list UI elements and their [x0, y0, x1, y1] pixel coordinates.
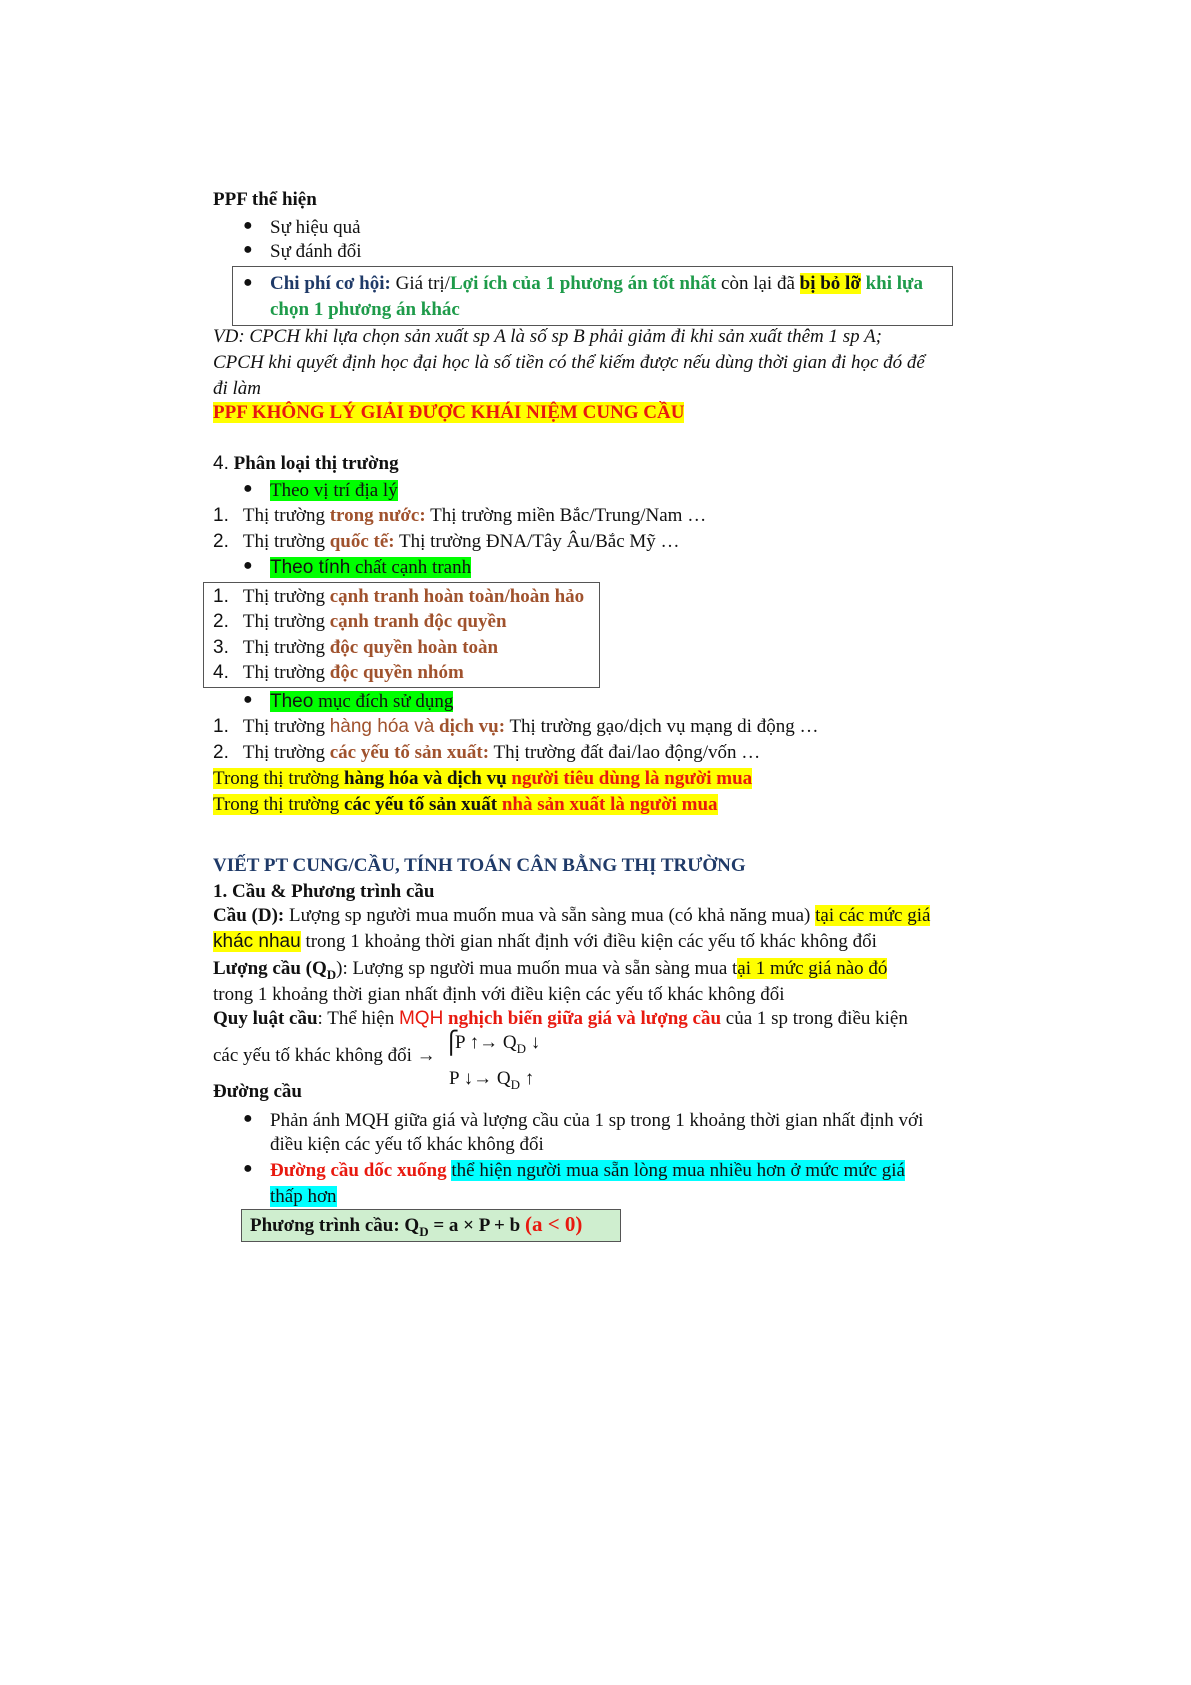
- opportunity-cost-benefit: Lợi ích của 1 phương án tốt nhất: [449, 273, 717, 294]
- demand-highlight: tại các mức giá: [815, 905, 931, 926]
- item-number: 1.: [213, 716, 229, 737]
- location-item-1: [213, 503, 706, 529]
- market-heading: [213, 451, 399, 477]
- law-case-arrow: ↑: [524, 1068, 535, 1089]
- quantity-highlight: ại 1 mức giá nào đó: [737, 958, 888, 979]
- item-post: Thị trường miền Bắc/Trung/Nam …: [425, 505, 707, 526]
- demand-equation: [250, 1211, 582, 1245]
- item-number: 1.: [213, 505, 229, 526]
- buyer-highlight: [213, 794, 718, 815]
- example-line-3: đi làm: [213, 378, 262, 399]
- opportunity-cost-line1: [270, 271, 923, 297]
- law-case-price-down: [449, 1066, 534, 1098]
- quantity-text: t: [732, 958, 738, 979]
- by-purpose-text-a: Theo: [270, 691, 314, 712]
- item-pre: Thị trường: [242, 505, 330, 526]
- item-number: 2.: [213, 742, 229, 763]
- example-line-2: CPCH khi quyết định học đại học là số tiền có thể kiếm được nếu dùng thời gian đi học đó để: [213, 352, 925, 373]
- section-title: VIẾT PT CUNG/CẦU, TÍNH TOÁN CÂN BẰNG THỊ TRƯỜNG: [213, 855, 746, 876]
- example-line-1: VD: CPCH khi lựa chọn sản xuất sp A là số sp B phải giảm đi khi sản xuất thêm 1 sp A;: [213, 326, 882, 347]
- law-case-text: P ↓→ Q: [449, 1068, 511, 1089]
- by-location-label: [270, 478, 398, 504]
- quantity-definition-line2: trong 1 khoảng thời gian nhất định với điều kiện các yếu tố khác không đổi: [213, 984, 785, 1005]
- bullet-icon: ●: [243, 480, 253, 497]
- by-location-text: Theo vị trí địa lý: [270, 480, 398, 501]
- equation-sub: D: [419, 1223, 429, 1239]
- item-number: 4.: [213, 662, 229, 683]
- ppf-bullet-tradeoff: Sự đánh đổi: [270, 241, 362, 262]
- curve-bullet2-line2: [270, 1184, 337, 1210]
- law-case-arrow: ↓: [530, 1032, 541, 1053]
- demand-definition-line2: [213, 929, 877, 955]
- bullet-icon: ●: [243, 217, 253, 234]
- item-pre: Thị trường: [242, 637, 330, 658]
- by-purpose-text-b: mục đích sử dụng: [313, 691, 454, 712]
- opportunity-cost-line2: chọn 1 phương án khác: [270, 299, 460, 320]
- bullet-icon: ●: [243, 1160, 253, 1177]
- item-pre: Thị trường: [242, 586, 330, 607]
- law-red: MQH: [398, 1008, 444, 1029]
- item-post: Thị trường đất đai/lao động/vốn …: [489, 742, 761, 763]
- law-of-demand-line1: [213, 1006, 908, 1032]
- item-pre: Thị trường: [242, 716, 330, 737]
- law-case-text: P ↑→ Q: [455, 1032, 517, 1053]
- by-purpose-text: [270, 691, 453, 712]
- opportunity-cost-missed: bị bỏ lỡ: [799, 273, 861, 294]
- buyer-market: hàng hóa và dịch vụ: [344, 768, 507, 789]
- law-red: nghịch biến giữa giá và lượng cầu: [443, 1008, 722, 1029]
- competition-item-4: [213, 660, 464, 686]
- item-post: Thị trường ĐNA/Tây Âu/Bắc Mỹ …: [394, 531, 680, 552]
- bullet-icon: ●: [243, 274, 253, 291]
- curve-highlight: thể hiện người mua sẵn lòng mua nhiều hơn ở mức mức giá: [451, 1160, 905, 1181]
- demand-subheading: 1. Cầu & Phương trình cầu: [213, 881, 435, 902]
- bullet-icon: ●: [243, 557, 253, 574]
- item-key: độc quyền hoàn toàn: [329, 637, 499, 658]
- bullet-icon: ●: [243, 241, 253, 258]
- by-competition-text-a: Theo tính: [270, 557, 351, 578]
- ppf-bullet-efficiency: Sự hiệu quả: [270, 217, 361, 238]
- item-key-b: dịch vụ:: [434, 716, 506, 737]
- item-pre: Thị trường: [242, 611, 330, 632]
- demand-curve-heading: Đường cầu: [213, 1081, 302, 1102]
- buyer-market: các yếu tố sản xuất: [344, 794, 498, 815]
- opportunity-cost-text: Giá trị/: [390, 273, 450, 294]
- by-competition-text: [270, 557, 471, 578]
- by-competition-label: [270, 555, 471, 581]
- item-number: 3.: [213, 637, 229, 658]
- law-case-sub: D: [510, 1076, 520, 1092]
- item-key-a: hàng hóa và: [329, 716, 435, 737]
- by-purpose-label: [270, 689, 453, 715]
- item-post: Thị trường gạo/dịch vụ mạng di động …: [505, 716, 819, 737]
- demand-highlight: khác nhau: [213, 931, 301, 952]
- opportunity-cost-text: còn lại đã: [716, 273, 800, 294]
- curve-red: Đường cầu dốc xuống: [270, 1160, 447, 1181]
- item-key: trong nước:: [329, 505, 426, 526]
- item-key: các yếu tố sản xuất:: [329, 742, 490, 763]
- demand-term: Cầu (D):: [213, 905, 285, 926]
- item-number: 2.: [213, 611, 229, 632]
- bullet-icon: ●: [243, 691, 253, 708]
- buyer-pre: Trong thị trường: [213, 768, 345, 789]
- quantity-subscript: D: [326, 966, 337, 982]
- bullet-icon: ●: [243, 1110, 253, 1127]
- buyer-line-2: [213, 792, 718, 818]
- quantity-term: Lượng cầu (Q: [213, 958, 327, 979]
- item-key: quốc tế:: [329, 531, 395, 552]
- opportunity-cost-text: khi lựa: [860, 273, 923, 294]
- item-key: cạnh tranh hoàn toàn/hoàn hảo: [329, 586, 585, 607]
- item-key: độc quyền nhóm: [329, 662, 464, 683]
- curve-bullet1-line1: Phản ánh MQH giữa giá và lượng cầu của 1 sp trong 1 khoảng thời gian nhất định với: [270, 1110, 924, 1131]
- equation-condition: (a < 0): [524, 1212, 583, 1236]
- equation-formula: = a × P + b: [428, 1215, 525, 1236]
- demand-text: Lượng sp người mua muốn mua và sẵn sàng mua (có khả năng mua): [284, 905, 816, 926]
- law-of-demand-line2: các yếu tố khác không đổi →: [213, 1045, 436, 1066]
- demand-definition-line1: [213, 903, 930, 929]
- buyer-highlight: [213, 768, 752, 789]
- brace-icon: ⎧: [443, 1030, 460, 1055]
- item-pre: Thị trường: [242, 662, 330, 683]
- buyer-who: nhà sản xuất là người mua: [497, 794, 718, 815]
- curve-highlight: thấp hơn: [270, 1186, 337, 1207]
- item-number: 1.: [213, 586, 229, 607]
- equation-label: Phương trình cầu: Q: [250, 1215, 420, 1236]
- item-number: 2.: [213, 531, 229, 552]
- purpose-item-2: [213, 740, 760, 766]
- curve-bullet2-line1: [270, 1158, 905, 1184]
- market-heading-number: 4.: [213, 453, 229, 474]
- law-text: : Thể hiện: [317, 1008, 399, 1029]
- by-competition-text-b: chất cạnh tranh: [350, 557, 472, 578]
- item-pre: Thị trường: [242, 531, 330, 552]
- item-key: cạnh tranh độc quyền: [329, 611, 507, 632]
- law-case-price-up: [455, 1030, 540, 1062]
- opportunity-cost-term: Chi phí cơ hội:: [270, 273, 391, 294]
- ppf-warning: [213, 400, 684, 426]
- competition-item-3: [213, 635, 498, 661]
- curve-bullet1-line2: điều kiện các yếu tố khác không đổi: [270, 1134, 544, 1155]
- location-item-2: [213, 529, 680, 555]
- quantity-close: ):: [336, 958, 348, 979]
- buyer-who: người tiêu dùng là người mua: [506, 768, 753, 789]
- law-case-sub: D: [516, 1040, 526, 1056]
- law-term: Quy luật cầu: [213, 1008, 318, 1029]
- competition-item-2: [213, 609, 507, 635]
- quantity-text: Lượng sp người mua muốn mua và sẵn sàng mua: [347, 958, 733, 979]
- buyer-pre: Trong thị trường: [213, 794, 345, 815]
- purpose-item-1: [213, 714, 818, 740]
- law-text: của 1 sp trong điều kiện: [721, 1008, 908, 1029]
- demand-text: trong 1 khoảng thời gian nhất định với điều kiện các yếu tố khác không đổi: [300, 931, 877, 952]
- competition-item-1: [213, 584, 584, 610]
- ppf-heading: PPF thể hiện: [213, 189, 317, 210]
- item-pre: Thị trường: [242, 742, 330, 763]
- ppf-warning-text: PPF KHÔNG LÝ GIẢI ĐƯỢC KHÁI NIỆM CUNG CẦU: [213, 402, 685, 423]
- buyer-line-1: [213, 766, 752, 792]
- market-heading-text: Phân loại thị trường: [233, 453, 399, 474]
